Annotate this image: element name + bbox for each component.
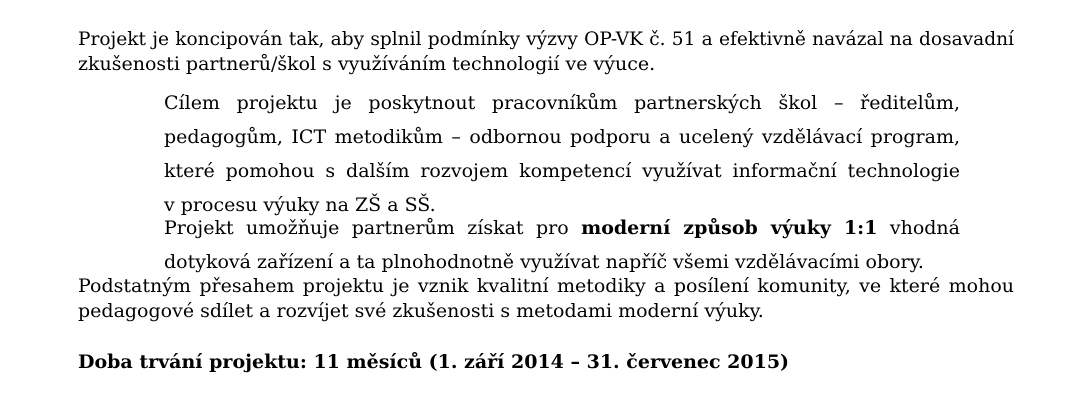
text-line: pedagogům, ICT metodikům – odbornou podporu a ucelený vzdělávací program,: [164, 126, 960, 148]
community-paragraph: [78, 274, 1014, 324]
text-line: které pomohou s dalším rozvojem kompetencí využívat informační technologie: [164, 160, 960, 182]
text-line: dotyková zařízení a ta plnohodnotně využívat napříč všemi vzdělávacími obory.: [164, 251, 924, 273]
text-line: Podstatným přesahem projektu je vznik kvalitní metodiky a posílení komunity, ve které mohou: [78, 275, 1014, 297]
bold-phrase: moderní způsob výuky 1:1: [581, 217, 878, 239]
text-segment: Projekt umožňuje partnerům získat pro: [164, 217, 582, 239]
intro-paragraph: [78, 27, 1014, 77]
text-segment: vhodná: [877, 217, 960, 239]
text-line: [164, 211, 960, 245]
text-line: v procesu výuky na ZŠ a SŠ.: [164, 194, 436, 216]
text-line: Cílem projektu je poskytnout pracovníkům partnerských škol – ředitelům,: [164, 92, 960, 114]
text-line: Projekt je koncipován tak, aby splnil podmínky výzvy OP-VK č. 51 a efektivně navázal na dosavadní: [78, 29, 1014, 50]
goal-paragraph: [164, 86, 960, 222]
text-line: pedagogové sdílet a rozvíjet své zkušenosti s metodami moderní výuky.: [78, 300, 764, 322]
devices-paragraph: [164, 211, 960, 279]
text-line: zkušenosti partnerů/škol s využíváním technologií ve výuce.: [78, 53, 656, 75]
duration-heading: Doba trvání projektu: 11 měsíců (1. září 2014 – 31. červenec 2015): [78, 351, 790, 373]
